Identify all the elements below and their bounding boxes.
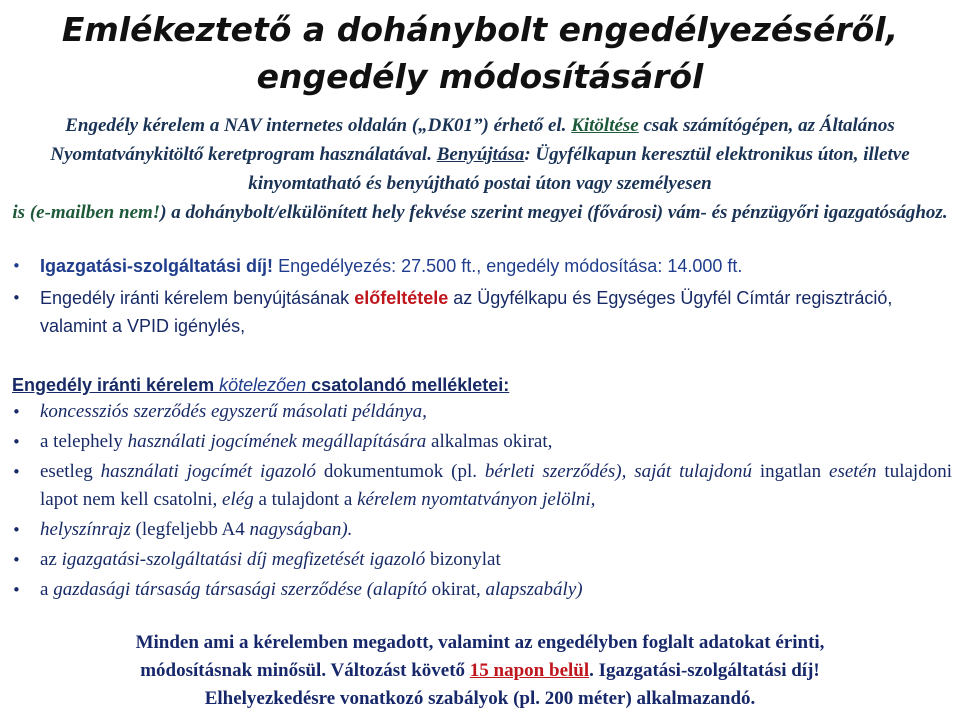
attachment-text: alkalmas okirat, [426, 431, 553, 452]
attachment-text: a [40, 579, 54, 600]
footer-text: . Igazgatási-szolgáltatási díj! [589, 660, 820, 681]
attachment-text: koncessziós szerződés egyszerű másolati példánya, [40, 401, 427, 422]
attachment-item [8, 576, 952, 604]
bullet-icon: • [12, 551, 21, 569]
footer-line-3: Elhelyezkedésre vonatkozó szabályok (pl. 200 méter) alkalmazandó. [204, 688, 756, 709]
attach-head-kotelezoen: kötelezően [219, 375, 307, 395]
attachment-text: használati jogcímét igazoló [100, 461, 317, 482]
bullet-icon: • [12, 581, 21, 599]
intro-paragraph [12, 111, 948, 227]
attachment-text: kérelem nyomtatványon jelölni, [357, 489, 596, 510]
attachment-text: tulajdoni lapot nem kell csatolni, [40, 461, 952, 510]
bullet-icon: • [12, 463, 21, 481]
intro-text-3: : Ügyfélkapun keresztül elektronikus úton, illetve kinyomtatható és benyújtható postai úton vagy személyesen [248, 144, 910, 194]
prereq-text-1: Engedély iránti kérelem benyújtásának [40, 288, 355, 308]
footer-note [0, 629, 960, 713]
bullet-icon: • [12, 257, 21, 275]
attachment-item [8, 458, 952, 514]
footer-line-2 [0, 657, 960, 685]
title-line-2: engedély módosításáról [256, 57, 704, 96]
attachment-text: bizonylat [425, 549, 501, 570]
fee-list [8, 252, 952, 340]
attachment-text: igazgatási-szolgáltatási díj megfizetését igazoló [61, 549, 426, 570]
slide-title [0, 6, 960, 100]
attachments-list [8, 398, 952, 604]
bullet-icon: • [12, 521, 21, 539]
intro-text-4b: ) a dohánybolt/elkülönített hely fekvése szerint megyei (fővárosi) vám- és pénzügyőri igazgatósághoz. [160, 202, 948, 223]
attachment-text: elég [222, 489, 254, 510]
intro-text-1: Engedély kérelem a NAV internetes oldalán („DK01”) érhető el. [65, 115, 567, 136]
attachment-text: használati jogcímének megállapítására [127, 431, 427, 452]
attachment-text: az [40, 549, 62, 570]
footer-line-1: Minden ami a kérelemben megadott, valamint az engedélyben foglalt adatokat érinti, [135, 632, 825, 653]
deadline-highlight: 15 napon belül [469, 660, 590, 681]
bullet-icon: • [12, 403, 21, 421]
footer-text: módosításnak minősül. Változást követő [140, 660, 470, 681]
intro-text-2: csak számítógépen, az Általános Nyomtatványkitöltő keretprogram használatával. [50, 115, 895, 165]
attachment-text: esetleg [40, 461, 101, 482]
kitoltese-label: Kitöltése [571, 115, 639, 136]
bullet-icon: • [12, 289, 21, 307]
attachment-text: a telephely [40, 431, 128, 452]
attachment-item [8, 546, 952, 574]
intro-text-4a: is (e-mailben nem! [12, 202, 161, 223]
attachment-text: bérleti szerződés), saját tulajdonú [484, 461, 752, 482]
attachment-text: okirat, [426, 579, 486, 600]
attachment-text: gazdasági társaság társasági szerződése (alapító [53, 579, 427, 600]
attachment-text: nagyságban). [249, 519, 353, 540]
attachment-text: helyszínrajz [40, 519, 131, 540]
bullet-icon: • [12, 433, 21, 451]
attachment-item [8, 428, 952, 456]
attachment-text: dokumentumok (pl. [316, 461, 485, 482]
title-line-1: Emlékeztető a dohánybolt engedélyezéséről, [61, 10, 899, 49]
benyujtasa-label: Benyújtása [436, 144, 525, 165]
attachment-text: alapszabály) [485, 579, 583, 600]
attachment-text: ingatlan [751, 461, 830, 482]
prerequisite-item [8, 284, 952, 340]
fee-item [8, 252, 952, 280]
fee-label: Igazgatási-szolgáltatási díj! [40, 256, 274, 276]
attach-head-2: csatolandó mellékletei: [306, 375, 510, 395]
attachment-text: (legfeljebb A4 [130, 519, 250, 540]
prereq-text-2: az Ügyfélkapu és Egységes Ügyfél Címtár regisztráció, valamint a VPID igénylés, [40, 288, 893, 336]
attach-head-1: Engedély iránti kérelem [12, 375, 220, 395]
attachment-item [8, 398, 952, 426]
fee-text: Engedélyezés: 27.500 ft., engedély módosítása: 14.000 ft. [273, 256, 743, 276]
attachment-item [8, 516, 952, 544]
prereq-highlight: előfeltétele [354, 288, 449, 308]
attachment-text: esetén [829, 461, 877, 482]
attachment-text: a tulajdont a [253, 489, 358, 510]
attachments-heading [12, 372, 509, 398]
